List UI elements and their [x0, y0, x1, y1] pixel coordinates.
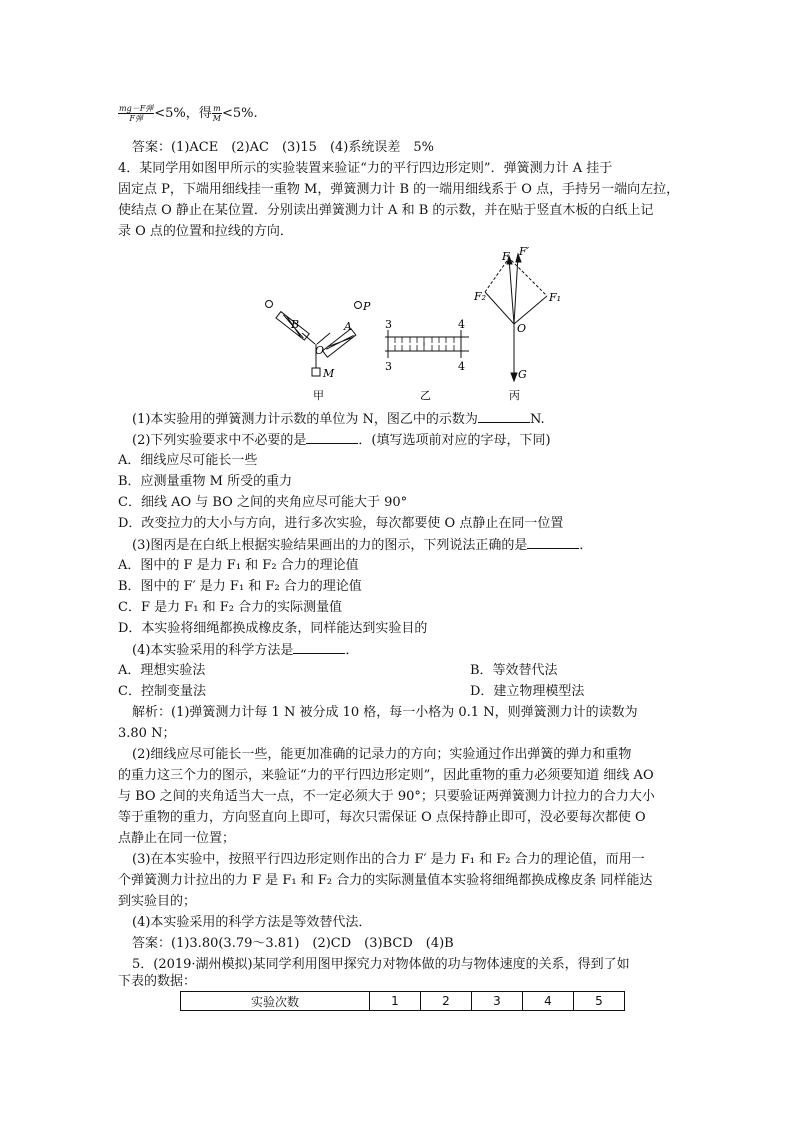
label-M: M: [323, 367, 335, 380]
table-cell: 5: [574, 992, 625, 1011]
analysis-line-8: (3)在本实验中，按照平行四边形定则作出的合力 F′ 是力 F₁ 和 F₂ 合力的理论值，而用一: [132, 852, 645, 867]
figure-jia: [266, 301, 362, 377]
label-O-bing: O: [517, 322, 527, 335]
analysis-line-9: 个弹簧测力计拉出的力 F 是 F₁ 和 F₂ 合力的实际测量值本实验将细绳都换成橡皮条 同样能达: [118, 873, 653, 888]
q4-p2-option-c: C．细线 AO 与 BO 之间的夹角应尽可能大于 90°: [118, 495, 408, 510]
q4-p2-option-a: A．细线应尽可能长一些: [118, 453, 258, 468]
tick-3-bottom: 3: [385, 360, 392, 373]
analysis-line-2: 3.80 N；: [118, 726, 176, 741]
q4-part4: (4)本实验采用的科学方法是 ．: [132, 640, 358, 661]
caption-yi: 乙: [420, 389, 431, 402]
label-F1: F₁: [549, 291, 562, 304]
tick-4-bottom: 4: [458, 360, 465, 373]
q4-p4-option-b: B．等效替代法: [470, 663, 558, 678]
label-A: A: [344, 320, 352, 333]
label-O-jia: O: [315, 344, 325, 357]
q4-p4-option-c: C．控制变量法: [118, 684, 206, 699]
analysis-line-7: 点静止在同一位置；: [118, 831, 236, 846]
table-cell: 3: [472, 992, 523, 1011]
label-G: G: [518, 368, 527, 381]
data-table: [180, 991, 625, 1011]
figure-yi: [385, 330, 469, 358]
q4-p3-option-d: D．本实验将细绳都换成橡皮条，同样能达到实验目的: [118, 621, 428, 636]
label-B: B: [291, 318, 300, 331]
answer-blank: [306, 430, 358, 444]
q4-stem-1: 4．某同学用如图甲所示的实验装置来验证“力的平行四边形定则”．弹簧测力计 A 挂于: [118, 161, 613, 176]
experiment-figure: [255, 244, 565, 406]
table-cell: 4: [523, 992, 574, 1011]
q4-p3-option-a: A．图中的 F 是力 F₁ 和 F₂ 合力的理论值: [118, 558, 359, 573]
fraction-1: $\frac{\text{mg－F弹}}{\text{F弹}}$: [119, 104, 154, 123]
answer-blank: [527, 535, 579, 549]
q4-stem-3: 使结点 O 静止在某位置．分别读出弹簧测力计 A 和 B 的示数，并在贴于竖直木板的白纸上记: [118, 203, 654, 218]
label-F-prime: F′: [519, 245, 530, 258]
q4-part1: (1)本实验用的弹簧测力计示数的单位为 N，图乙中的示数为 N.: [132, 409, 545, 430]
q4-p3-option-c: C．F 是力 F₁ 和 F₂ 合力的实际测量值: [118, 600, 343, 615]
label-F2: F₂: [474, 290, 487, 303]
fraction-2: $\frac{m}{M}$: [212, 104, 221, 123]
caption-jia: 甲: [313, 389, 324, 402]
q4-part2: (2)下列实验要求中不必要的是 ．(填写选项前对应的字母，下同): [132, 430, 551, 451]
label-P: P: [363, 300, 371, 313]
q4-p2-option-b: B．应测量重物 M 所受的重力: [118, 474, 293, 489]
table-header-cell: 实验次数: [181, 992, 370, 1011]
analysis-line-11: (4)本实验采用的科学方法是等效替代法．: [132, 915, 372, 930]
q5-stem-2: 下表的数据：: [118, 974, 197, 989]
figure-bing: [485, 254, 547, 381]
q4-stem-4: 录 O 点的位置和拉线的方向．: [118, 224, 293, 239]
q4-p4-option-a: A．理想实验法: [118, 663, 206, 678]
answer-blank: [478, 409, 530, 423]
q4-part3: (3)图丙是在白纸上根据实验结果画出的力的图示，下列说法正确的是 ．: [132, 535, 592, 556]
q5-stem-1: 5．(2019·湖州模拟)某同学利用图甲探究力对物体做的功与物体速度的关系，得到了如: [132, 957, 630, 972]
ratio-line: $\frac{\text{mg－F弹}}{\text{F弹}}$ <5%，得 $\frac{m}{M}$ <5%.: [119, 104, 258, 123]
analysis-line-3: (2)细线应尽可能长一些，能更加准确的记录力的方向；实验通过作出弹簧的弹力和重物: [132, 747, 632, 762]
answer-blank: [293, 640, 345, 654]
analysis-line-6: 等于重物的重力，方向竖直向上即可，每次只需保证 O 点保持静止即可，没必要每次都使 O: [118, 810, 646, 825]
q4-p4-option-d: D．建立物理模型法: [470, 684, 585, 699]
table-cell: 2: [421, 992, 472, 1011]
table-row: [181, 992, 625, 1011]
q4-p2-option-d: D．改变拉力的大小与方向，进行多次实验，每次都要使 O 点静止在同一位置: [118, 516, 564, 531]
answer-q3: 答案：(1)ACE (2)AC (3)15 (4)系统误差 5%: [132, 140, 434, 155]
analysis-line-5: 与 BO 之间的夹角适当大一点，不一定必须大于 90°；只要验证两弹簧测力计拉力的合力大小: [118, 789, 655, 804]
caption-bing: 丙: [509, 389, 520, 402]
q4-p3-option-b: B．图中的 F′ 是力 F₁ 和 F₂ 合力的理论值: [118, 579, 362, 594]
analysis-line-4: 的重力这三个力的图示，来验证“力的平行四边形定则”，因此重物的重力必须要知道 细线 AO: [118, 768, 654, 783]
tick-4-top: 4: [458, 318, 465, 331]
label-F: F: [502, 250, 510, 263]
analysis-line-10: 到实验目的；: [118, 894, 197, 909]
analysis-line-1: 解析：(1)弹簧测力计每 1 N 被分成 10 格，每一小格为 0.1 N，则弹簧测力计的读数为: [132, 705, 638, 720]
answer-q4: 答案：(1)3.80(3.79～3.81) (2)CD (3)BCD (4)B: [132, 936, 454, 951]
tick-3-top: 3: [385, 318, 392, 331]
table-cell: 1: [370, 992, 421, 1011]
q4-stem-2: 固定点 P，下端用细线挂一重物 M，弹簧测力计 B 的一端用细线系于 O 点，手持另一端向左拉，: [118, 182, 680, 197]
